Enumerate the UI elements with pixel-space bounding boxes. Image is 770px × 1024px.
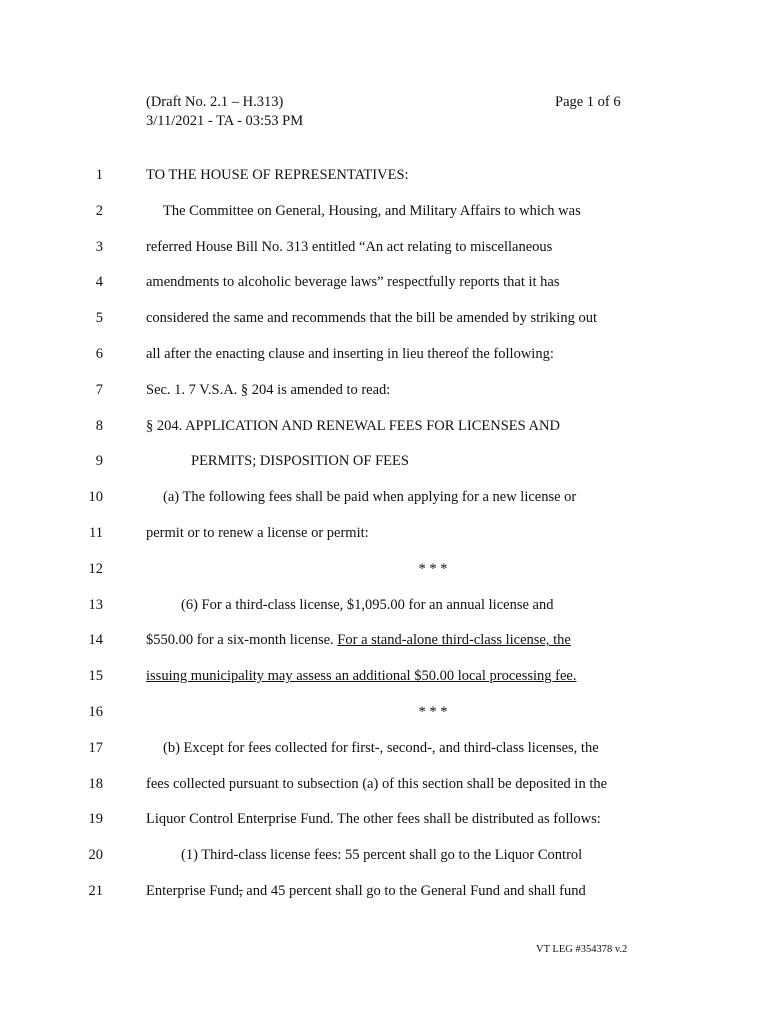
line-6: [0, 342, 770, 378]
numbered-lines: [0, 163, 770, 915]
line-number: 21: [88, 882, 103, 899]
line-number: 13: [88, 596, 103, 613]
line-16: [0, 700, 770, 736]
line-13: [0, 593, 770, 629]
line-number: 4: [95, 274, 103, 291]
line-number: 3: [95, 238, 103, 255]
line-17: [0, 736, 770, 772]
draft-number: (Draft No. 2.1 – H.313): [146, 94, 284, 110]
line-9: [0, 449, 770, 485]
omission-marker: * * *: [418, 560, 448, 577]
line-7: [0, 378, 770, 414]
line-number: 19: [88, 811, 103, 828]
deleted-text: ,: [239, 882, 243, 899]
line-14: [0, 628, 770, 664]
inserted-text: For a stand-alone third-class license, the: [337, 632, 571, 649]
existing-text: $550.00 for a six-month license.: [146, 632, 338, 649]
line-19: [0, 807, 770, 843]
line-text: TO THE HOUSE OF REPRESENTATIVES:: [146, 167, 409, 183]
page-number: Page 1 of 6: [555, 94, 621, 110]
line-5: [0, 306, 770, 342]
line-1: [0, 163, 770, 199]
line-text: [146, 630, 630, 650]
document-footer: VT LEG #354378 v.2: [536, 944, 628, 955]
line-20: [0, 843, 770, 879]
inserted-text: issuing municipality may assess an additional $50.00 local processing fee.: [146, 668, 577, 685]
line-text: [146, 881, 630, 901]
document-header-left: [146, 93, 303, 131]
section-heading: § 204. APPLICATION AND RENEWAL FEES FOR LICENSES AND: [146, 417, 560, 434]
line-number: 9: [95, 453, 103, 470]
line-text: (6) For a third-class license, $1,095.00 for an annual license and: [181, 596, 554, 613]
line-text: (a) The following fees shall be paid when applying for a new license or: [163, 489, 577, 506]
line-21: [0, 879, 770, 915]
line-text: The Committee on General, Housing, and Military Affairs to which was: [163, 202, 581, 219]
line-12: [0, 557, 770, 593]
line-text: amendments to alcoholic beverage laws” respectfully reports that it has: [146, 274, 560, 291]
line-text: referred House Bill No. 313 entitled “An act relating to miscellaneous: [146, 238, 553, 255]
line-text: Liquor Control Enterprise Fund. The other fees shall be distributed as follows:: [146, 811, 601, 828]
line-2: [0, 199, 770, 235]
line-number: 7: [95, 381, 103, 398]
line-text: (1) Third-class license fees: 55 percent shall go to the Liquor Control: [181, 847, 583, 864]
line-15: [0, 664, 770, 700]
line-number: 11: [89, 524, 103, 541]
line-number: 16: [88, 703, 103, 720]
line-text: Sec. 1. 7 V.S.A. § 204 is amended to read:: [146, 381, 391, 398]
line-text: (b) Except for fees collected for first-, second-, and third-class licenses, the: [163, 739, 599, 756]
draft-datetime: 3/11/2021 - TA - 03:53 PM: [146, 113, 304, 129]
section-heading-continued: PERMITS; DISPOSITION OF FEES: [191, 453, 409, 470]
omission-marker: * * *: [418, 703, 448, 720]
line-11: [0, 521, 770, 557]
existing-text: and 45 percent shall go to the General Fund and shall fund: [242, 882, 586, 899]
line-8: [0, 414, 770, 450]
line-4: [0, 270, 770, 306]
line-number: 15: [88, 668, 103, 685]
line-text: [146, 666, 630, 686]
line-number: 20: [88, 847, 103, 864]
line-number: 14: [88, 632, 103, 649]
line-number: 18: [88, 775, 103, 792]
line-number: 10: [88, 489, 103, 506]
line-number: 2: [95, 202, 103, 219]
existing-text: Enterprise Fund: [146, 882, 240, 899]
line-18: [0, 772, 770, 808]
line-3: [0, 235, 770, 271]
line-text: all after the enacting clause and inserting in lieu thereof the following:: [146, 345, 554, 362]
line-text: permit or to renew a license or permit:: [146, 524, 369, 541]
line-number: 1: [95, 167, 103, 183]
line-number: 8: [95, 417, 103, 434]
line-number: 17: [88, 739, 103, 756]
line-10: [0, 485, 770, 521]
line-number: 5: [95, 310, 103, 327]
line-number: 12: [88, 560, 103, 577]
line-number: 6: [95, 345, 103, 362]
line-text: fees collected pursuant to subsection (a) of this section shall be deposited in the: [146, 775, 608, 792]
line-text: considered the same and recommends that the bill be amended by striking out: [146, 310, 597, 327]
